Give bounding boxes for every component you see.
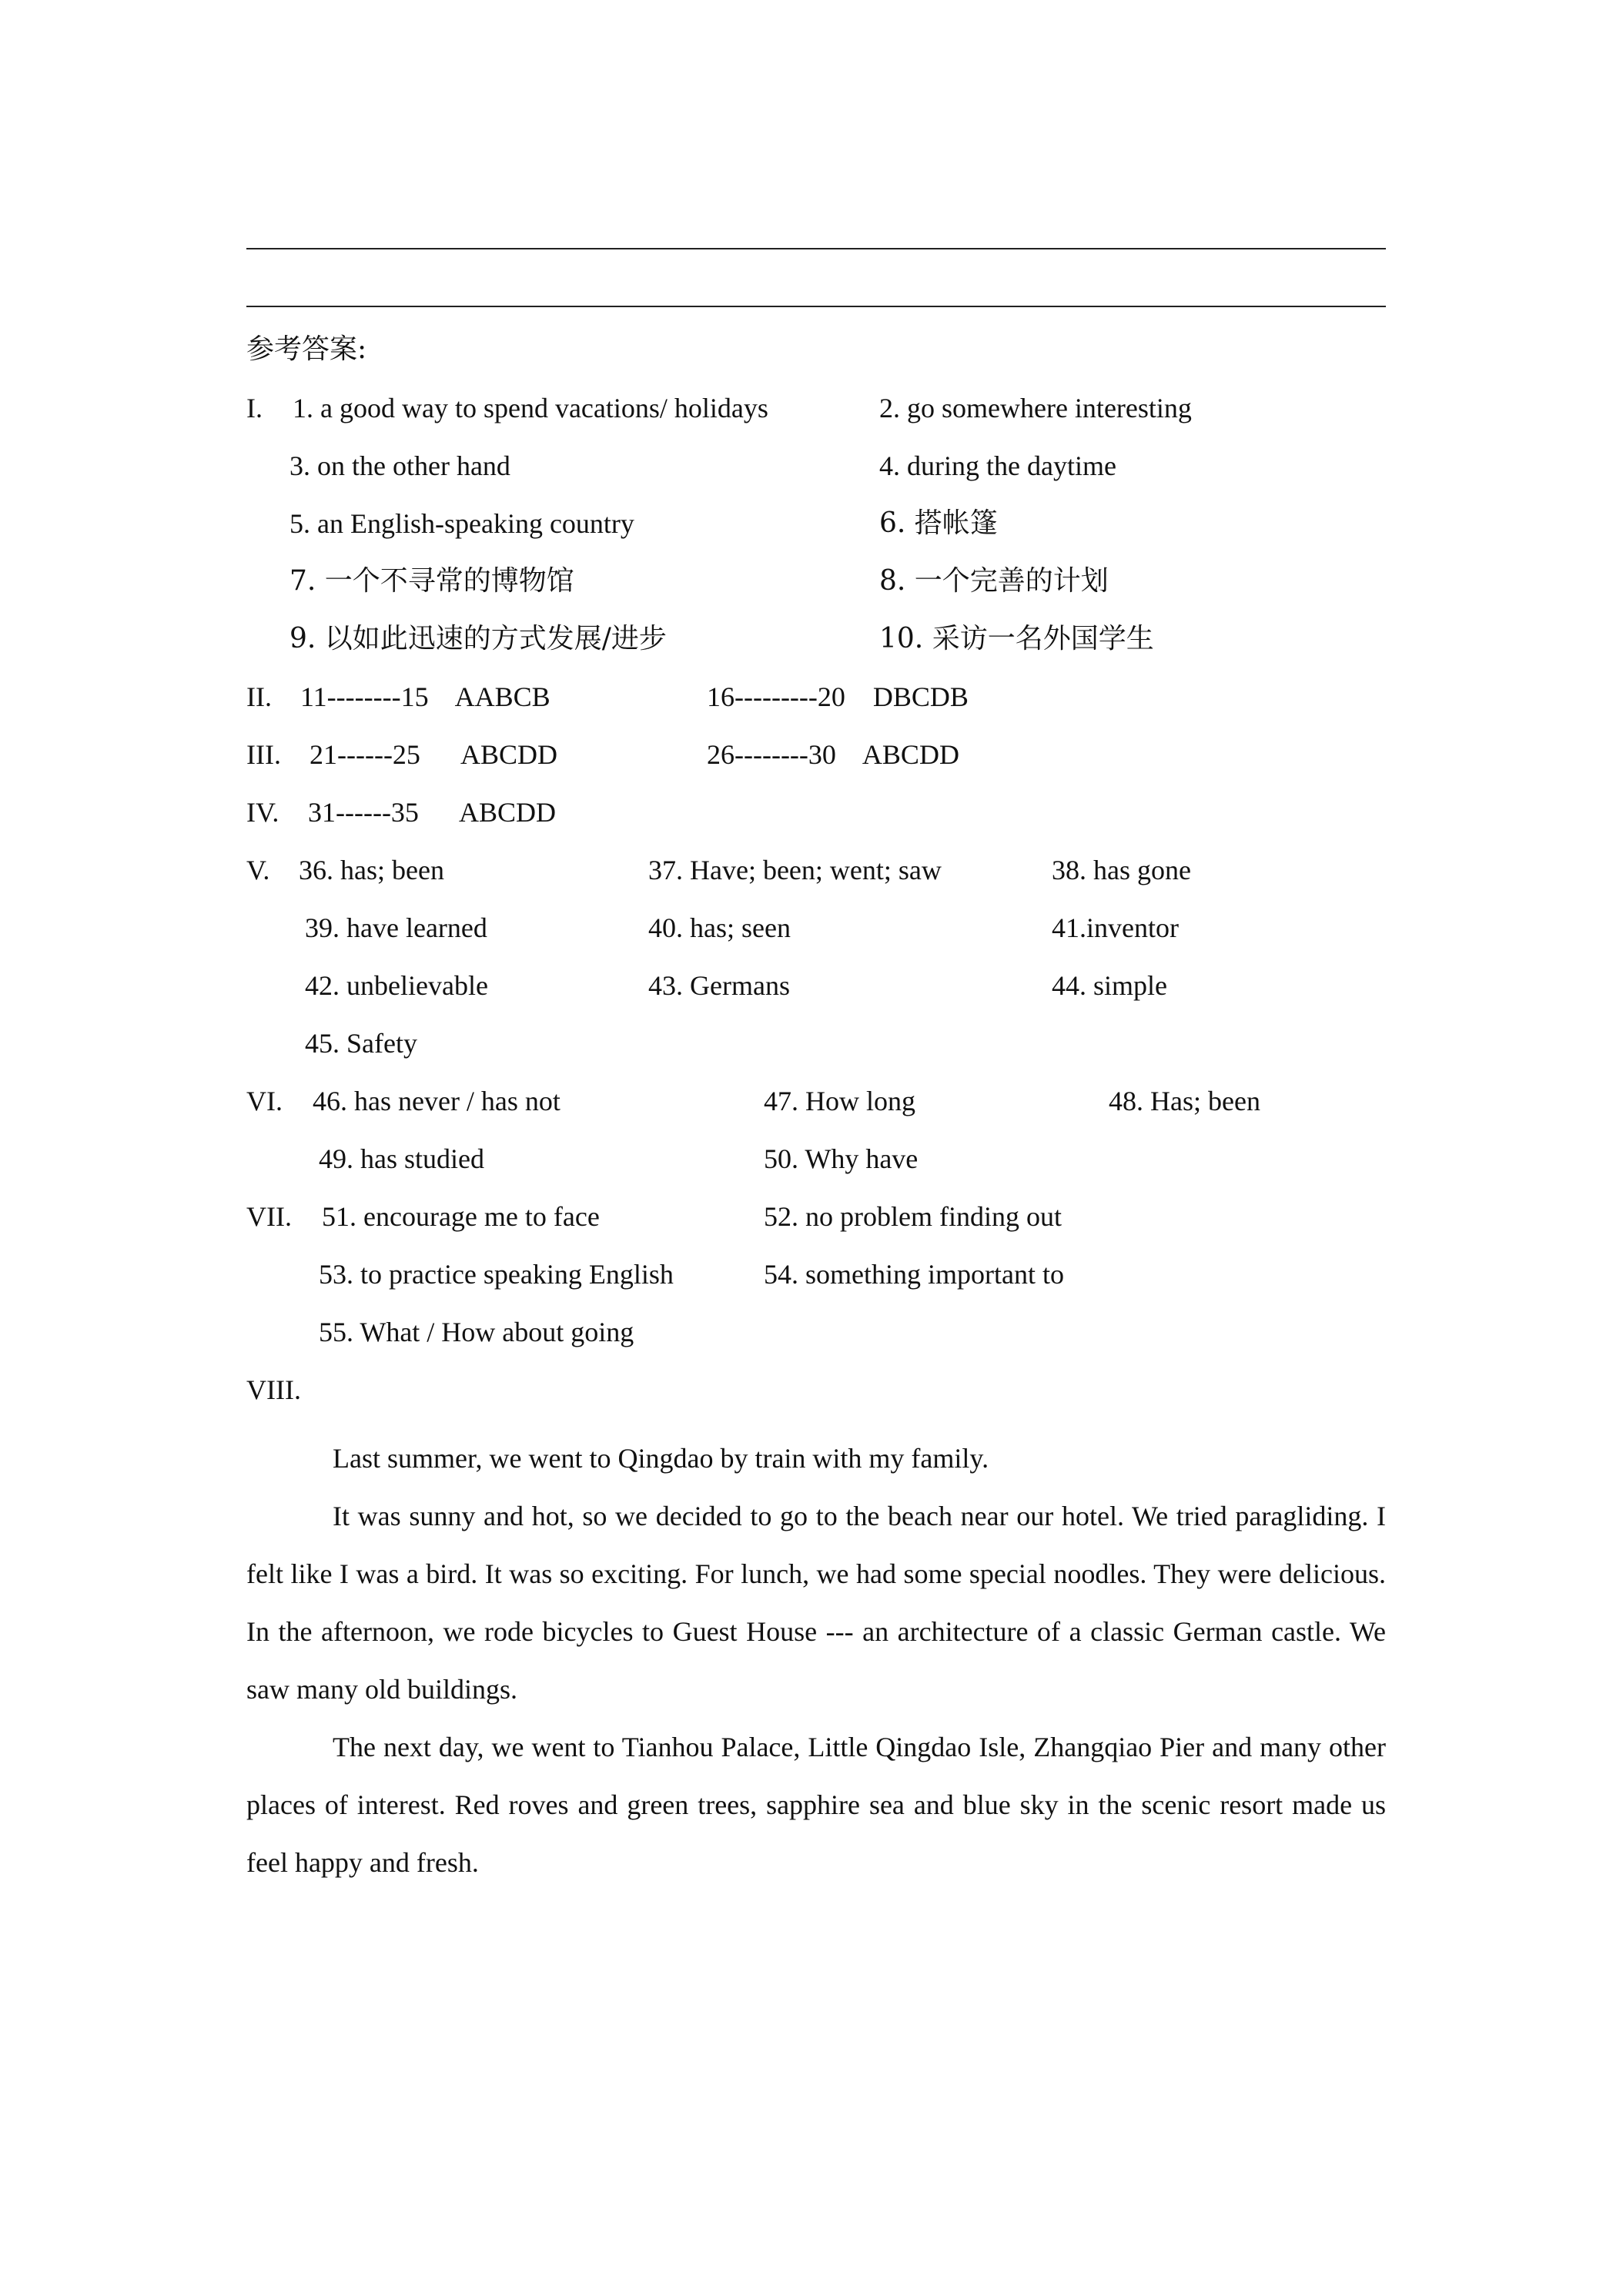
- answer-item: 54. something important to: [764, 1259, 1064, 1290]
- answer-item: 52. no problem finding out: [764, 1201, 1062, 1232]
- answer-item: 36. has; been: [299, 855, 444, 885]
- answer-item: 31------35 ABCDD: [308, 797, 556, 828]
- answer-item: 4. during the daytime: [879, 450, 1116, 481]
- answer-item: 7. 一个不寻常的博物馆: [289, 565, 574, 597]
- answer-item: 43. Germans: [648, 970, 790, 1001]
- section-label-vi: VI.: [246, 1086, 283, 1116]
- answer-item: 47. How long: [764, 1086, 915, 1116]
- answer-item: 2. go somewhere interesting: [879, 393, 1192, 423]
- answer-item: 6. 搭帐篷: [879, 507, 998, 539]
- answer-item: 53. to practice speaking English: [319, 1259, 674, 1290]
- answer-item: 55. What / How about going: [319, 1317, 634, 1347]
- answer-item: 42. unbelievable: [305, 970, 488, 1001]
- section-label-vii: VII.: [246, 1201, 292, 1232]
- answer-item: 41.inventor: [1052, 912, 1179, 943]
- blank-answer-line-1: [246, 248, 1386, 249]
- answer-item: 40. has; seen: [648, 912, 791, 943]
- answer-item: 8. 一个完善的计划: [879, 565, 1109, 597]
- section-label-i: I.: [246, 393, 263, 423]
- answer-item: 11--------15 AABCB: [300, 681, 550, 712]
- answer-item: 16---------20 DBCDB: [707, 681, 969, 712]
- essay-paragraph: It was sunny and hot, so we decided to go to the beach near our hotel. We tried paragliding. I felt like I was a bird. It was so exciting. For lunch, we had some special noodles. They were delicious. In the afternoon, we rode bicycles to Guest House --- an architecture of a classic German castle. We saw many old buildings.: [246, 1501, 1386, 1705]
- answer-item: 50. Why have: [764, 1143, 919, 1174]
- answer-item: 5. an English-speaking country: [289, 508, 634, 539]
- section-label-iv: IV.: [246, 797, 279, 828]
- answer-item: 10. 采访一名外国学生: [879, 623, 1154, 654]
- answer-item: 48. Has; been: [1109, 1086, 1260, 1116]
- blank-answer-line-2: [246, 306, 1386, 307]
- answer-item: 21------25 ABCDD: [310, 739, 557, 770]
- answer-item: 51. encourage me to face: [322, 1201, 600, 1232]
- answer-item: 26--------30 ABCDD: [707, 739, 959, 770]
- essay-paragraph: Last summer, we went to Qingdao by train with my family.: [333, 1443, 989, 1474]
- answer-item: 44. simple: [1052, 970, 1167, 1001]
- answer-key-heading: 参考答案:: [246, 333, 367, 365]
- answer-item: 46. has never / has not: [313, 1086, 561, 1116]
- section-label-ii: II.: [246, 681, 272, 712]
- section-label-iii: III.: [246, 739, 281, 770]
- answer-item: 1. a good way to spend vacations/ holidays: [293, 393, 768, 423]
- essay-paragraph: The next day, we went to Tianhou Palace, Little Qingdao Isle, Zhangqiao Pier and many other places of interest. Red roves and green trees, sapphire sea and blue sky in the scenic resort made us feel happy and fresh.: [246, 1732, 1386, 1878]
- answer-item: 9. 以如此迅速的方式发展/进步: [289, 623, 667, 654]
- section-label-viii: VIII.: [246, 1374, 301, 1405]
- section-label-v: V.: [246, 855, 270, 885]
- answer-item: 39. have learned: [305, 912, 487, 943]
- answer-item: 3. on the other hand: [289, 450, 510, 481]
- answer-item: 38. has gone: [1052, 855, 1191, 885]
- answer-item: 37. Have; been; went; saw: [648, 855, 942, 885]
- answer-item: 45. Safety: [305, 1028, 417, 1059]
- answer-item: 49. has studied: [319, 1143, 484, 1174]
